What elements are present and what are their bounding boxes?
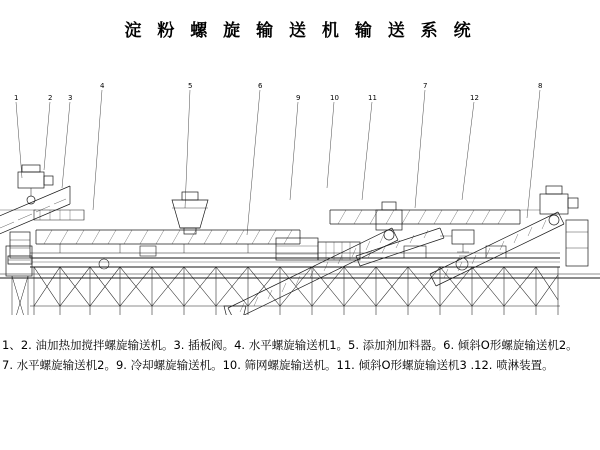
callout-5: 5: [188, 82, 193, 90]
legend: [0, 335, 600, 375]
callout-7: 7: [423, 82, 428, 90]
callout-1: 1: [14, 94, 19, 102]
callout-2: 2: [48, 94, 53, 102]
page-title: 淀 粉 螺 旋 输 送 机 输 送 系 统: [124, 21, 476, 41]
technical-drawing: [0, 60, 600, 315]
callout-11: 11: [368, 94, 377, 102]
callout-10: 10: [330, 94, 339, 102]
callout-9: 9: [296, 94, 301, 102]
callout-3: 3: [68, 94, 73, 102]
callout-8: 8: [538, 82, 543, 90]
callout-12: 12: [470, 94, 479, 102]
callout-6: 6: [258, 82, 263, 90]
callout-4: 4: [100, 82, 105, 90]
legend-line-1: 1、2. 油加热加搅拌螺旋输送机。3. 插板阀。4. 水平螺旋输送机1。5. 添加剂加料器。6. 倾斜O形螺旋输送机2。: [2, 338, 578, 352]
legend-line-2: 7. 水平螺旋输送机2。9. 冷却螺旋输送机。10. 筛网螺旋输送机。11. 倾斜O形螺旋输送机3 .12. 喷淋装置。: [2, 358, 554, 372]
